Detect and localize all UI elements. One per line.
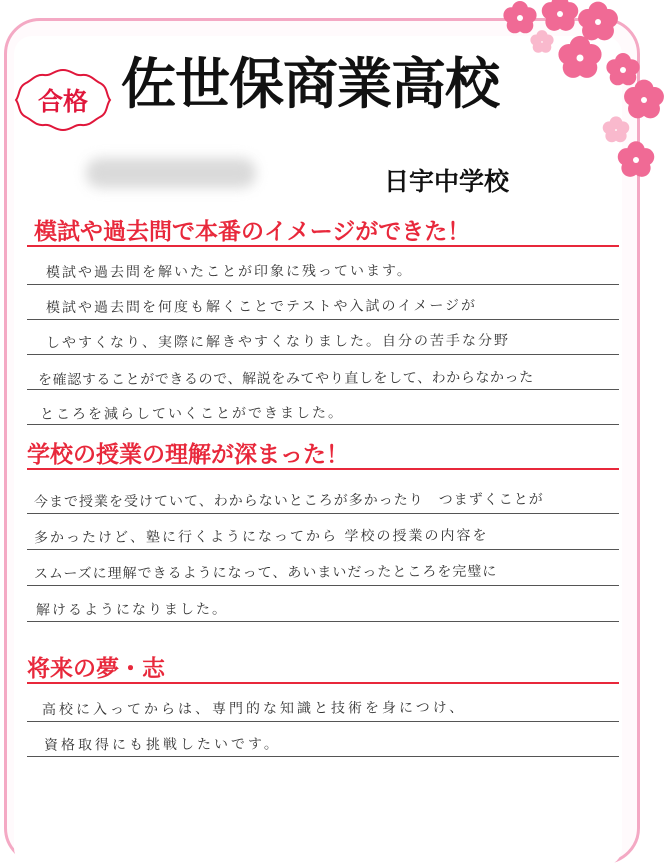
ruled-line xyxy=(27,621,619,622)
handwritten-line: スムーズに理解できるようになって、あいまいだったところを完璧に xyxy=(33,563,498,583)
heading-underline xyxy=(27,245,619,247)
ruled-line xyxy=(27,513,619,514)
heading-underline xyxy=(27,468,619,470)
ruled-line xyxy=(27,389,619,390)
handwritten-line: 解けるようになりました。 xyxy=(35,601,229,619)
section-heading: 将来の夢・志 xyxy=(27,656,165,682)
ruled-line xyxy=(27,756,619,757)
section-heading: 模試や過去問で本番のイメージができた！ xyxy=(34,219,471,245)
ruled-line xyxy=(27,721,619,722)
handwritten-line: ところを減らしていくことができました。 xyxy=(39,405,345,423)
handwritten-line: 模試や過去問を解いたことが印象に残っています。 xyxy=(45,263,413,281)
handwritten-line: 今まで授業を受けていて、わからないところが多かったり つまずくことが xyxy=(33,491,544,511)
junior-high-name: 日宇中学校 xyxy=(384,167,510,196)
ruled-line xyxy=(27,424,619,425)
handwritten-line: 資格取得にも挑戦したいです。 xyxy=(43,736,281,754)
ruled-line xyxy=(27,549,619,550)
section-heading: 学校の授業の理解が深まった！ xyxy=(27,442,349,468)
handwritten-line: 模試や過去問を何度も解くことでテストや入試のイメージが xyxy=(45,297,478,317)
heading-underline xyxy=(27,682,619,684)
handwritten-line: しやすくなり、実際に解きやすくなりました。自分の苦手な分野 xyxy=(45,332,511,352)
handwritten-line: を確認することができるので、解説をみてやり直しをして、わからなかった xyxy=(37,369,534,389)
handwritten-line: 多かったけど、塾に行くようになってから 学校の授業の内容を xyxy=(33,527,489,547)
school-title: 佐世保商業高校 xyxy=(121,52,500,116)
ruled-line xyxy=(27,319,619,320)
blurred-student-name xyxy=(86,158,256,188)
ruled-line xyxy=(27,354,619,355)
handwritten-line: 高校に入ってからは、専門的な知識と技術を身につけ、 xyxy=(41,699,467,719)
pass-badge-label: 合格 xyxy=(37,87,88,116)
ruled-line xyxy=(27,585,619,586)
ruled-line xyxy=(27,284,619,285)
